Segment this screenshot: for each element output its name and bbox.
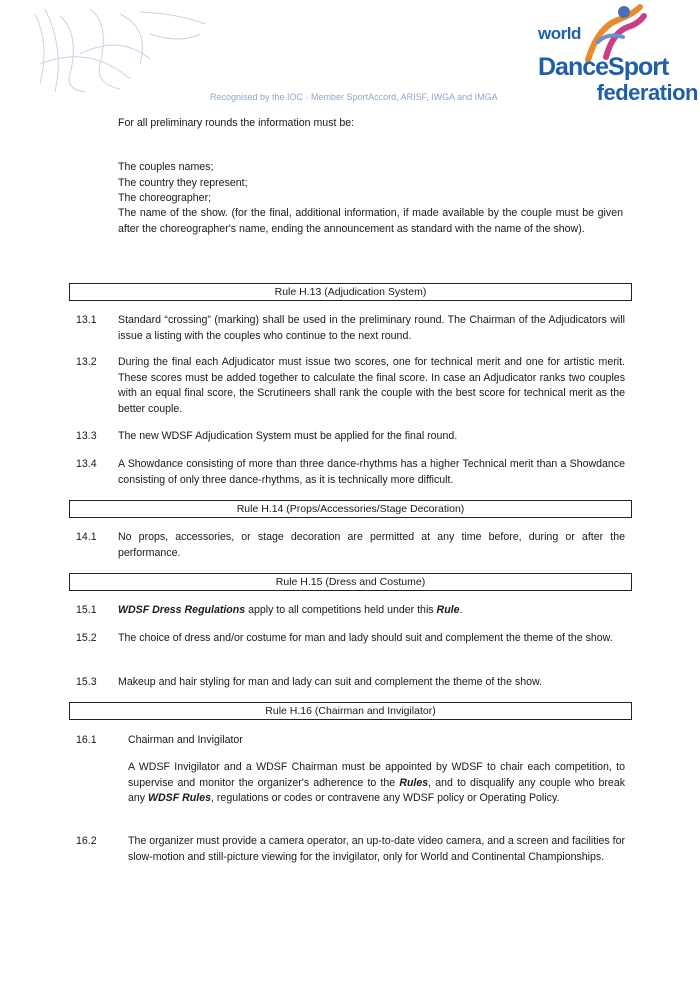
clause-number: 15.1 <box>76 604 97 616</box>
rule-heading-h14: Rule H.14 (Props/Accessories/Stage Decoration) <box>69 500 632 518</box>
clause-number: 16.1 <box>76 734 97 746</box>
page-header <box>0 0 700 110</box>
clause-text: No props, accessories, or stage decoration are permitted at any time before, during or after the performance. <box>118 531 625 559</box>
logo-word-dancesport: DanceSport <box>538 53 669 81</box>
clause-number: 14.1 <box>76 531 97 543</box>
clause-number: 13.3 <box>76 430 97 442</box>
logo-word-federation: federation <box>596 80 698 105</box>
clause-text: The choice of dress and/or costume for man and lady should suit and complement the theme of the show. <box>118 632 613 644</box>
intro-line-choreographer: The choreographer; <box>118 192 212 204</box>
intro-line-names: The couples names; <box>118 161 214 173</box>
wdsf-logo <box>538 2 698 106</box>
clause-text <box>118 603 625 619</box>
clause-text: Standard “crossing” (marking) shall be used in the preliminary round. The Chairman of the Adjudicators will issue a listing with the couples who continue to the next round. <box>118 314 625 342</box>
clause-text: A Showdance consisting of more than three dance-rhythms has a higher Technical merit than a Showdance consisting of only three dance-rhythms, as it is technically more difficult. <box>118 458 625 486</box>
rule-ref: Rule <box>436 604 460 616</box>
clause-text: Makeup and hair styling for man and lady can suit and complement the theme of the show. <box>118 676 542 688</box>
intro-line-show-name: The name of the show. (for the final, additional information, if made available by the couple must be given after the choreographer's name, ending the announcement as standard with the name of the show). <box>118 207 623 235</box>
clause-number: 13.2 <box>76 356 97 368</box>
intro-line-country: The country they represent; <box>118 177 248 189</box>
rule-heading-h16: Rule H.16 (Chairman and Invigilator) <box>69 702 632 720</box>
dress-regulations-ref: WDSF Dress Regulations <box>118 604 246 616</box>
clause-number: 16.2 <box>76 835 97 847</box>
clause-text: The organizer must provide a camera operator, an up-to-date video camera, and a screen and facilities for slow-motion and still-picture viewing for the invigilator, only for World and Continental Championships. <box>128 835 625 863</box>
clause-number: 13.4 <box>76 458 97 470</box>
clause-text: The new WDSF Adjudication System must be applied for the final round. <box>118 430 458 442</box>
clause-number: 13.1 <box>76 314 97 326</box>
clause-number: 15.2 <box>76 632 97 644</box>
decorative-swirl-graphic <box>30 4 210 94</box>
clause-text: During the final each Adjudicator must issue two scores, one for technical merit and one for artistic merit. These scores must be added together to calculate the final score. In case an Adjudicator ranks two couples with an equal final score, the Scrutineers shall rank the couple with the best score for technical merit as the better couple. <box>118 356 625 415</box>
clause-text-part: A WDSF Invigilator and a WDSF Chairman must be appointed by WDSF to chair each competition, to supervise and monitor the organizer's adherence to the <box>128 761 625 789</box>
rules-ref: Rules <box>399 776 429 789</box>
intro-lead: For all preliminary rounds the information must be: <box>118 117 355 129</box>
clause-text-part: , and to disqualify any couple who break any <box>128 776 626 804</box>
clause-number: 15.3 <box>76 676 97 688</box>
rule-heading-h15: Rule H.15 (Dress and Costume) <box>69 573 632 591</box>
wdsf-rules-ref: WDSF Rules <box>148 792 212 804</box>
clause-heading: Chairman and Invigilator <box>128 734 243 746</box>
clause-text-part: apply to all competitions held under this <box>245 604 437 616</box>
clause-text-part: , regulations or codes or contravene any WDSF policy or Operating Policy. <box>211 792 560 804</box>
logo-word-world: world <box>538 24 581 43</box>
clause-text-part: . <box>459 604 463 616</box>
rule-heading-h13: Rule H.13 (Adjudication System) <box>69 283 632 301</box>
clause-text <box>128 760 625 807</box>
header-tagline: Recognised by the IOC · Member SportAccord, ARISF, IWGA and IMGA <box>210 92 498 102</box>
